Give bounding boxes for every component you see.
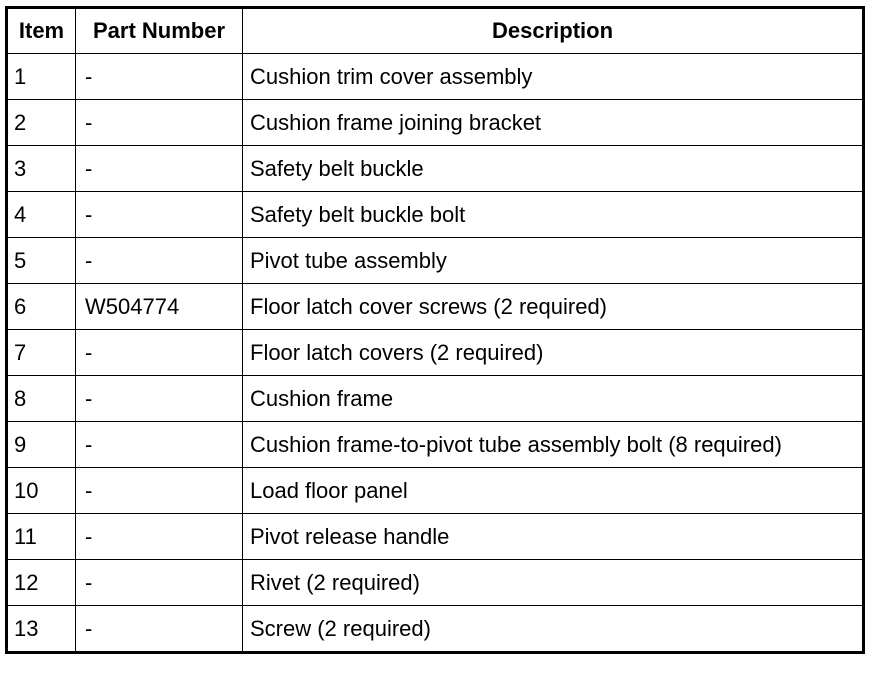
cell-part-number: - [76,100,243,146]
cell-description: Cushion frame [243,376,864,422]
table-row [7,468,864,514]
header-item: Item [7,8,76,54]
table-row [7,560,864,606]
cell-item: 9 [7,422,76,468]
table-row [7,330,864,376]
cell-item: 4 [7,192,76,238]
cell-item: 11 [7,514,76,560]
cell-item: 1 [7,54,76,100]
cell-part-number: W504774 [76,284,243,330]
cell-part-number: - [76,192,243,238]
cell-part-number: - [76,514,243,560]
cell-part-number: - [76,606,243,653]
cell-item: 6 [7,284,76,330]
cell-description: Load floor panel [243,468,864,514]
cell-description: Rivet (2 required) [243,560,864,606]
table-row [7,514,864,560]
cell-part-number: - [76,146,243,192]
table-header [7,8,864,54]
cell-part-number: - [76,238,243,284]
cell-description: Pivot release handle [243,514,864,560]
table-body [7,54,864,653]
cell-part-number: - [76,468,243,514]
table-row [7,284,864,330]
cell-item: 8 [7,376,76,422]
cell-part-number: - [76,376,243,422]
cell-description: Safety belt buckle bolt [243,192,864,238]
table-row [7,100,864,146]
cell-item: 5 [7,238,76,284]
cell-description: Floor latch covers (2 required) [243,330,864,376]
table-row [7,606,864,653]
table-row [7,238,864,284]
cell-part-number: - [76,560,243,606]
table-row [7,192,864,238]
cell-description: Pivot tube assembly [243,238,864,284]
cell-item: 10 [7,468,76,514]
cell-part-number: - [76,422,243,468]
cell-item: 2 [7,100,76,146]
table-row [7,146,864,192]
cell-item: 3 [7,146,76,192]
table-row [7,422,864,468]
cell-part-number: - [76,54,243,100]
cell-part-number: - [76,330,243,376]
table-row [7,54,864,100]
cell-item: 13 [7,606,76,653]
cell-description: Cushion trim cover assembly [243,54,864,100]
cell-description: Screw (2 required) [243,606,864,653]
parts-table [5,6,865,654]
cell-description: Floor latch cover screws (2 required) [243,284,864,330]
header-row [7,8,864,54]
table-row [7,376,864,422]
cell-description: Cushion frame-to-pivot tube assembly bolt (8 required) [243,422,864,468]
header-description: Description [243,8,864,54]
cell-item: 7 [7,330,76,376]
cell-item: 12 [7,560,76,606]
cell-description: Cushion frame joining bracket [243,100,864,146]
cell-description: Safety belt buckle [243,146,864,192]
header-part-number: Part Number [76,8,243,54]
